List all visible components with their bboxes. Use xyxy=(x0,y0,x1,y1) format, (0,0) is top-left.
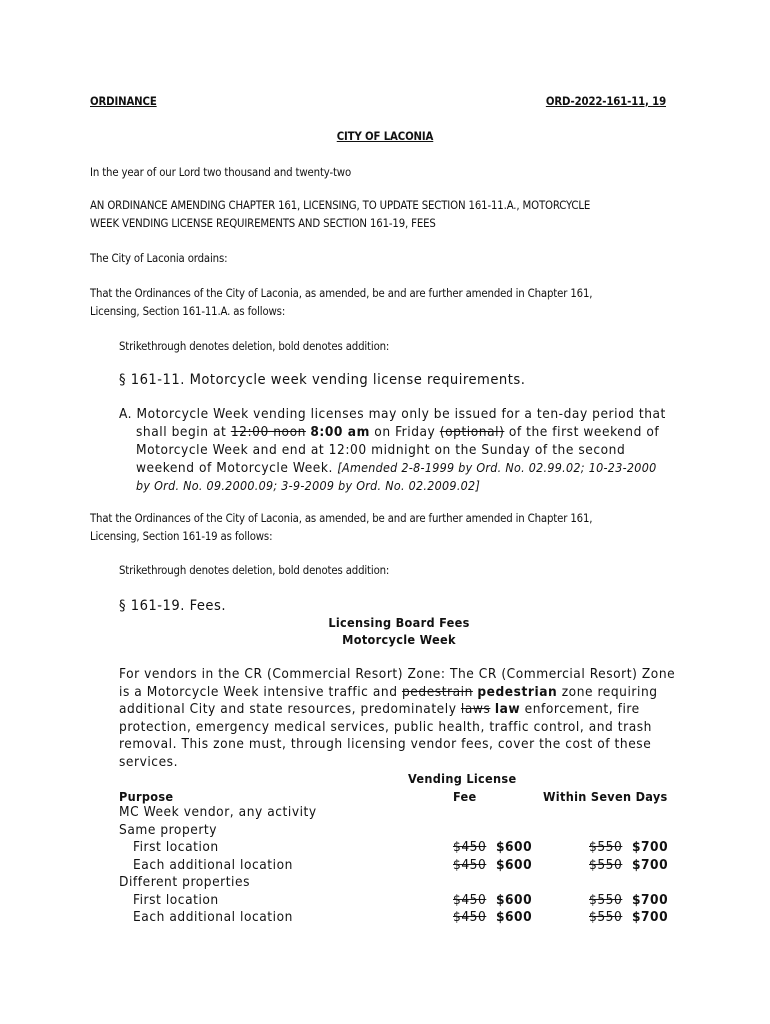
amendment-intro-line-1: That the Ordinances of the City of Laconia, as amended, be and are further amended in Chapter 161, xyxy=(90,287,593,300)
col-header-vending-license: Vending License xyxy=(408,771,517,786)
cr-zone-line-5: removal. This zone must, through licensing vendor fees, cover the cost of these xyxy=(119,736,652,752)
amendment-history: [Amended 2-8-1999 by Ord. No. 02.99.02; 10-23-2000 xyxy=(337,460,657,475)
amendment-intro-line-2: Licensing, Section 161-11.A. as follows: xyxy=(90,305,286,318)
clause-a-line-4 xyxy=(136,460,656,476)
row-label: First location xyxy=(133,892,219,908)
old-fee: $450 xyxy=(453,839,487,855)
col-header-within-seven-days: Within Seven Days xyxy=(543,789,668,804)
section-161-19-title: § 161-19. Fees. xyxy=(119,597,226,614)
deleted-optional: (optional) xyxy=(439,424,505,440)
old-fee: $550 xyxy=(589,857,623,873)
clause-a-text: on Friday xyxy=(369,424,440,440)
section-161-11-title: § 161-11. Motorcycle week vending license requirements. xyxy=(119,371,526,388)
new-fee: $600 xyxy=(495,909,533,925)
amendment-intro-2-line-1: That the Ordinances of the City of Laconia, as amended, be and are further amended in Chapter 161, xyxy=(90,512,593,525)
row-mc-week-vendor: MC Week vendor, any activity xyxy=(119,804,317,820)
added-time: 8:00 am xyxy=(310,424,370,440)
fee-cell xyxy=(453,892,532,908)
cr-zone-line-2 xyxy=(119,684,658,700)
cr-zone-text: enforcement, fire xyxy=(520,701,640,717)
row-same-property: Same property xyxy=(119,822,218,838)
clause-a-line-1: A. Motorcycle Week vending licenses may only be issued for a ten-day period that xyxy=(119,406,666,422)
cr-zone-text: zone requiring xyxy=(557,684,658,700)
within-cell xyxy=(589,839,668,855)
city-heading: CITY OF LACONIA xyxy=(336,130,434,143)
cr-zone-line-4: protection, emergency medical services, public health, traffic control, and trash xyxy=(119,719,652,735)
ordinance-number: ORD-2022-161-11, 19 xyxy=(545,95,666,108)
new-fee: $600 xyxy=(495,839,533,855)
strikethrough-note: Strikethrough denotes deletion, bold denotes addition: xyxy=(119,340,390,353)
clause-a-line-2 xyxy=(136,424,659,440)
old-fee: $450 xyxy=(453,892,487,908)
licensing-board-fees-heading: Licensing Board Fees xyxy=(328,615,470,630)
fee-cell xyxy=(453,857,532,873)
cr-zone-line-1: For vendors in the CR (Commercial Resort) Zone: The CR (Commercial Resort) Zone xyxy=(119,666,676,682)
fee-cell xyxy=(453,909,532,925)
row-different-properties: Different properties xyxy=(119,874,251,890)
row-label: Each additional location xyxy=(133,857,293,873)
cr-zone-line-6: services. xyxy=(119,754,179,770)
ordinance-label: ORDINANCE xyxy=(90,95,157,108)
amendment-intro-2-line-2: Licensing, Section 161-19 as follows: xyxy=(90,530,273,543)
amendment-history-line-2: by Ord. No. 09.2000.09; 3-9-2009 by Ord. No. 02.2009.02] xyxy=(136,478,481,493)
clause-a-line-3: Motorcycle Week and end at 12:00 midnight on the Sunday of the second xyxy=(136,442,626,458)
added-word: law xyxy=(494,701,521,717)
motorcycle-week-heading: Motorcycle Week xyxy=(342,632,456,647)
clause-a-text: shall begin at xyxy=(136,424,231,440)
old-fee: $550 xyxy=(589,909,623,925)
deleted-word: pedestrain xyxy=(401,684,473,700)
clause-a-text: weekend of Motorcycle Week. xyxy=(136,460,338,476)
col-header-purpose: Purpose xyxy=(119,789,174,804)
fee-cell xyxy=(453,839,532,855)
col-header-fee: Fee xyxy=(453,789,477,804)
old-fee: $450 xyxy=(453,909,487,925)
deleted-word: laws xyxy=(460,701,491,717)
new-fee: $700 xyxy=(631,857,669,873)
cr-zone-text: additional City and state resources, predominately xyxy=(119,701,461,717)
ordinance-title-line-1: AN ORDINANCE AMENDING CHAPTER 161, LICENSING, TO UPDATE SECTION 161-11.A., MOTORCYCLE xyxy=(90,199,591,212)
new-fee: $700 xyxy=(631,892,669,908)
ordains-line: The City of Laconia ordains: xyxy=(90,252,228,265)
old-fee: $450 xyxy=(453,857,487,873)
row-label: Each additional location xyxy=(133,909,293,925)
strikethrough-note-2: Strikethrough denotes deletion, bold denotes addition: xyxy=(119,564,390,577)
cr-zone-line-3 xyxy=(119,701,640,717)
new-fee: $700 xyxy=(631,909,669,925)
new-fee: $700 xyxy=(631,839,669,855)
within-cell xyxy=(589,857,668,873)
ordinance-title-line-2: WEEK VENDING LICENSE REQUIREMENTS AND SECTION 161-19, FEES xyxy=(90,217,436,230)
cr-zone-text: is a Motorcycle Week intensive traffic and xyxy=(119,684,402,700)
new-fee: $600 xyxy=(495,892,533,908)
added-word: pedestrian xyxy=(477,684,558,700)
clause-a-text: of the first weekend of xyxy=(504,424,660,440)
year-line: In the year of our Lord two thousand and twenty-two xyxy=(90,166,352,179)
old-fee: $550 xyxy=(589,892,623,908)
row-label: First location xyxy=(133,839,219,855)
within-cell xyxy=(589,909,668,925)
old-fee: $550 xyxy=(589,839,623,855)
deleted-time: 12:00 noon xyxy=(230,424,306,440)
new-fee: $600 xyxy=(495,857,533,873)
within-cell xyxy=(589,892,668,908)
